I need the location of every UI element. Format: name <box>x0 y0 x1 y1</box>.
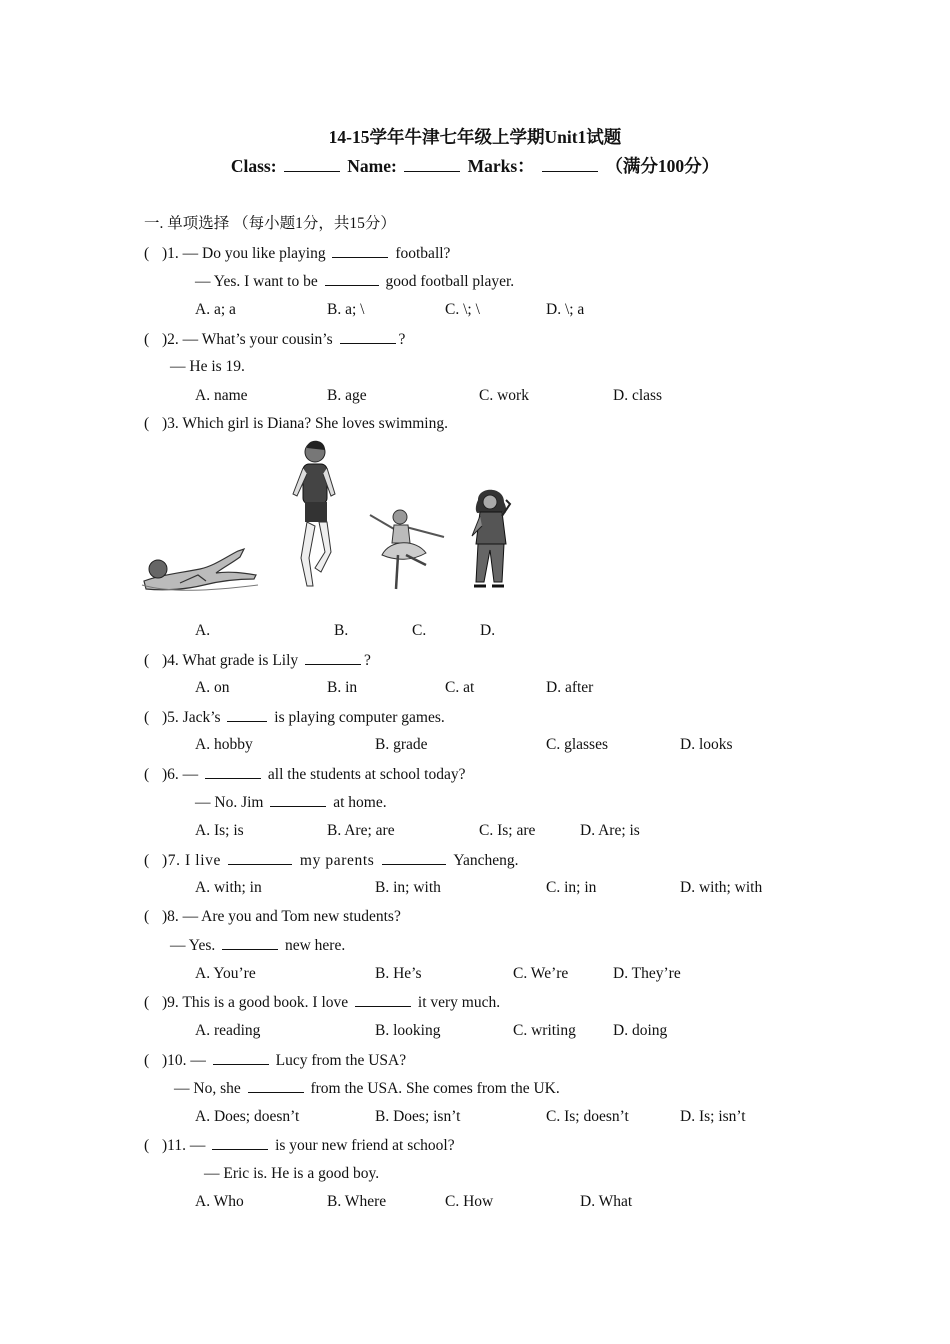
option[interactable]: A. You’re <box>195 965 256 982</box>
option[interactable]: A. name <box>195 387 248 404</box>
answer-blank[interactable] <box>222 935 278 950</box>
option[interactable]: D. Are; is <box>580 822 640 839</box>
answer-blank[interactable] <box>340 329 396 344</box>
answer-blank[interactable] <box>382 850 446 865</box>
option[interactable]: C. work <box>479 387 529 404</box>
option[interactable]: C. Is; are <box>479 822 536 839</box>
option[interactable]: C. <box>412 622 427 639</box>
question-10: ( )10. — Lucy from the USA? <box>144 1052 407 1069</box>
option[interactable]: A. on <box>195 679 230 696</box>
option[interactable]: C. \; \ <box>445 301 480 318</box>
name-blank[interactable] <box>404 157 460 172</box>
answer-paren[interactable]: ( <box>144 1137 150 1154</box>
question-6-response: — No. Jim at home. <box>195 794 387 811</box>
question-7: ( )7. I live my parents Yancheng. <box>144 852 519 869</box>
answer-blank[interactable] <box>227 707 267 722</box>
option[interactable]: A. with; in <box>195 879 262 896</box>
option[interactable]: B. Are; are <box>327 822 395 839</box>
student-info-line <box>0 156 950 176</box>
option[interactable]: A. reading <box>195 1022 261 1039</box>
class-label: Class: <box>230 156 277 176</box>
singer-figure <box>468 486 516 594</box>
answer-paren[interactable]: ( <box>144 852 150 869</box>
question-11: ( )11. — is your new friend at school? <box>144 1137 455 1154</box>
option[interactable]: D. looks <box>680 736 733 753</box>
option[interactable]: D. Is; isn’t <box>680 1108 746 1125</box>
option[interactable]: C. in; in <box>546 879 597 896</box>
option[interactable]: C. at <box>445 679 475 696</box>
page-title: 14-15学年牛津七年级上学期Unit1试题 <box>328 127 622 147</box>
option[interactable]: A. Who <box>195 1193 244 1210</box>
answer-paren[interactable]: ( <box>144 994 150 1011</box>
answer-paren[interactable]: ( <box>144 766 150 783</box>
answer-paren[interactable]: ( <box>144 415 150 432</box>
option[interactable]: A. a; a <box>195 301 236 318</box>
answer-paren[interactable]: ( <box>144 908 150 925</box>
option[interactable]: B. age <box>327 387 367 404</box>
answer-blank[interactable] <box>205 764 261 779</box>
option[interactable]: D. They’re <box>613 965 681 982</box>
option[interactable]: C. writing <box>513 1022 576 1039</box>
option[interactable]: B. Where <box>327 1193 387 1210</box>
option[interactable]: B. Does; isn’t <box>375 1108 461 1125</box>
question-9: ( )9. This is a good book. I love it very much. <box>144 994 501 1011</box>
answer-blank[interactable] <box>325 271 379 286</box>
section-heading: 一. 单项选择 （每小题1分，共15分） <box>144 215 396 232</box>
question-11-response: — Eric is. He is a good boy. <box>204 1165 380 1182</box>
class-blank[interactable] <box>284 157 340 172</box>
answer-blank[interactable] <box>355 992 411 1007</box>
answer-blank[interactable] <box>332 243 388 258</box>
runner-figure <box>285 436 343 594</box>
option[interactable]: D. class <box>613 387 663 404</box>
question-1: ( )1. — Do you like playing football? <box>144 245 451 262</box>
swimmer-figure <box>140 535 262 595</box>
option[interactable]: D. What <box>580 1193 633 1210</box>
marks-label: Marks： <box>467 156 535 176</box>
question-4: ( )4. What grade is Lily ? <box>144 652 371 669</box>
question-5: ( )5. Jack’s is playing computer games. <box>144 709 445 726</box>
question-3: ( )3. Which girl is Diana? She loves swimming. <box>144 415 448 432</box>
option[interactable]: B. in <box>327 679 358 696</box>
answer-paren[interactable]: ( <box>144 1052 150 1069</box>
option[interactable]: B. a; \ <box>327 301 365 318</box>
answer-paren[interactable]: ( <box>144 331 150 348</box>
full-marks-note: （满分100分） <box>605 156 720 176</box>
option[interactable]: C. glasses <box>546 736 608 753</box>
option[interactable]: A. Does; doesn’t <box>195 1108 300 1125</box>
answer-blank[interactable] <box>305 650 361 665</box>
option[interactable]: B. looking <box>375 1022 441 1039</box>
name-label: Name: <box>347 156 397 176</box>
answer-blank[interactable] <box>248 1078 304 1093</box>
answer-blank[interactable] <box>270 792 326 807</box>
question-1-response: — Yes. I want to be good football player. <box>195 273 515 290</box>
ballet-dancer-figure <box>366 505 448 595</box>
answer-blank[interactable] <box>228 850 292 865</box>
answer-paren[interactable]: ( <box>144 652 150 669</box>
question-8-response: — Yes. new here. <box>170 937 346 954</box>
question-6: ( )6. — all the students at school today? <box>144 766 466 783</box>
question-2-response: — He is 19. <box>170 358 245 375</box>
question-8: ( )8. — Are you and Tom new students? <box>144 908 401 925</box>
option[interactable]: D. <box>480 622 496 639</box>
option[interactable]: A. <box>195 622 211 639</box>
option[interactable]: B. grade <box>375 736 428 753</box>
option[interactable]: B. <box>334 622 349 639</box>
question-2: ( )2. — What’s your cousin’s ? <box>144 331 406 348</box>
option[interactable]: B. He’s <box>375 965 422 982</box>
option[interactable]: A. Is; is <box>195 822 244 839</box>
marks-blank[interactable] <box>542 157 598 172</box>
option[interactable]: C. We’re <box>513 965 569 982</box>
option[interactable]: C. Is; doesn’t <box>546 1108 629 1125</box>
option[interactable]: D. doing <box>613 1022 668 1039</box>
option[interactable]: D. with; with <box>680 879 763 896</box>
option[interactable]: D. after <box>546 679 594 696</box>
answer-blank[interactable] <box>213 1050 269 1065</box>
answer-paren[interactable]: ( <box>144 709 150 726</box>
option[interactable]: D. \; a <box>546 301 585 318</box>
question-10-response: — No, she from the USA. She comes from the UK. <box>174 1080 560 1097</box>
option[interactable]: A. hobby <box>195 736 253 753</box>
answer-blank[interactable] <box>212 1135 268 1150</box>
option[interactable]: C. How <box>445 1193 494 1210</box>
option[interactable]: B. in; with <box>375 879 441 896</box>
answer-paren[interactable]: ( <box>144 245 150 262</box>
